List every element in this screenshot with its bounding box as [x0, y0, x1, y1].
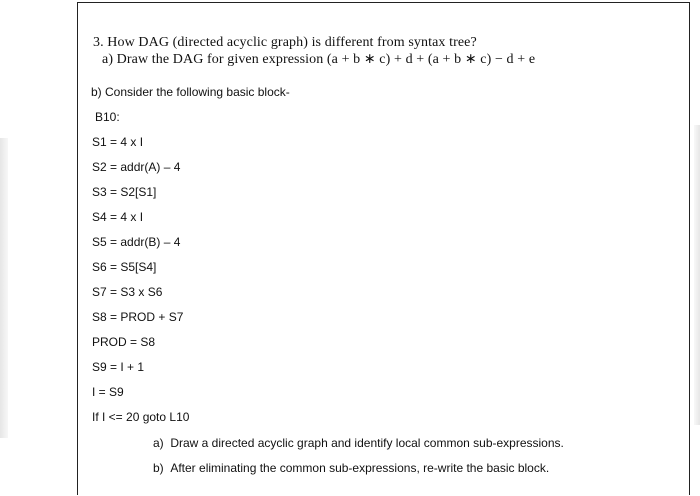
- statement-s6: S6 = S5[S4]: [92, 260, 157, 274]
- statement-s9: S9 = I + 1: [92, 360, 145, 374]
- statement-s2: S2 = addr(A) – 4: [92, 160, 181, 174]
- statement-s5: S5 = addr(B) – 4: [92, 235, 181, 249]
- statement-s1: S1 = 4 x I: [92, 135, 144, 149]
- statement-i: I = S9: [92, 385, 124, 399]
- question-title: 3. How DAG (directed acyclic graph) is different from syntax tree?: [93, 35, 477, 50]
- question-part-a: a) Draw the DAG for given expression (a + b ∗ c) + d + (a + b ∗ c) − d + e: [102, 52, 536, 67]
- part-b-heading: b) Consider the following basic block-: [91, 85, 290, 99]
- statement-s8: S8 = PROD + S7: [92, 310, 184, 324]
- statement-prod: PROD = S8: [92, 335, 156, 349]
- basic-block-label: B10:: [95, 110, 120, 124]
- page-edge-shadow-left: [0, 138, 8, 438]
- sub-question-a: a) Draw a directed acyclic graph and identify local common sub-expressions.: [153, 436, 564, 450]
- page-edge-shadow-right: [694, 125, 700, 425]
- statement-goto: If I <= 20 goto L10: [92, 410, 190, 424]
- statement-s4: S4 = 4 x I: [92, 210, 144, 224]
- statement-s7: S7 = S3 x S6: [92, 285, 163, 299]
- statement-s3: S3 = S2[S1]: [92, 185, 157, 199]
- sub-question-b: b) After eliminating the common sub-expressions, re-write the basic block.: [153, 461, 550, 475]
